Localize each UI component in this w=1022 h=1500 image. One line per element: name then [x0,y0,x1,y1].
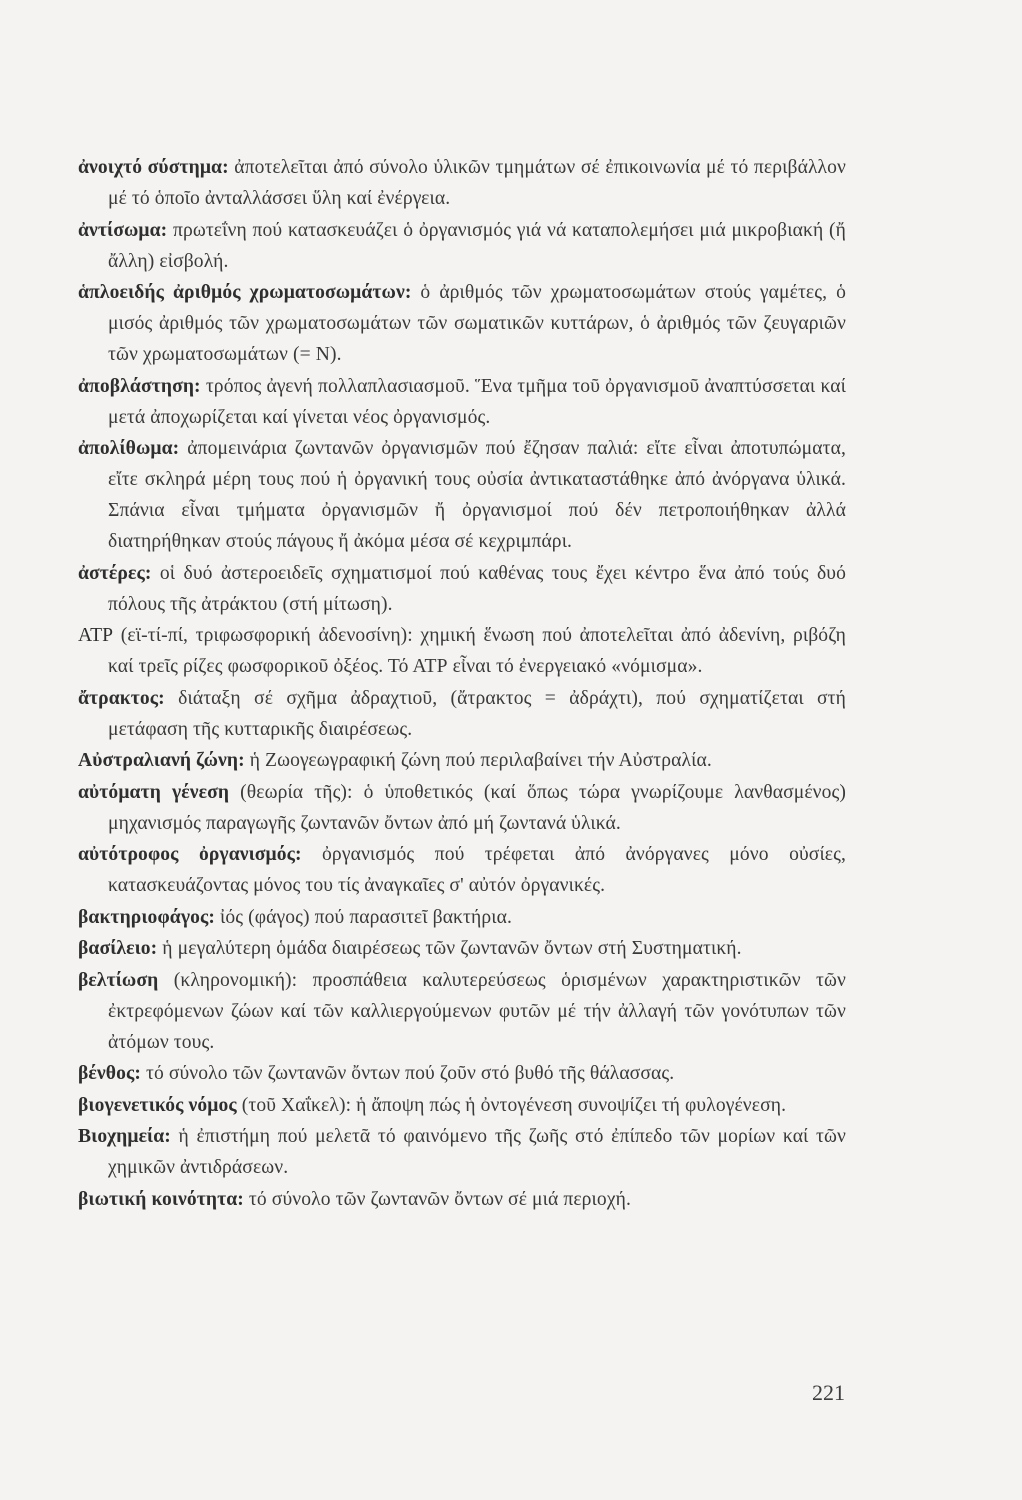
glossary-term: ἀπολίθωμα: [78,438,180,459]
glossary-page [78,152,846,1215]
glossary-term: βένθος: [78,1063,141,1084]
glossary-entry [78,620,846,682]
glossary-entry [78,745,846,776]
glossary-entry [78,1121,846,1183]
glossary-term: ἀντίσωμα: [78,219,168,241]
glossary-term: βακτηριοφάγος: [78,906,215,928]
glossary-definition: ἡ μεγαλύτερη ὁμάδα διαιρέσεως τῶν ζωντανῶν ὄντων στή Συστηματική. [157,938,742,959]
glossary-entry [78,277,846,370]
glossary-definition: οἱ δυό ἀστεροειδεῖς σχηματισμοί πού καθένας τους ἔχει κέντρο ἕνα ἀπό τούς δυό πόλους τῆς ἀτράκτου (στή μίτωση). [108,562,846,615]
glossary-definition: ἀπομεινάρια ζωντανῶν ὀργανισμῶν πού ἔζησαν παλιά: εἴτε εἶναι ἀποτυπώματα, εἴτε σκληρά μέρη τους πού ἡ ὀργανική τους οὐσία ἀντικαταστάθηκε ἀπό ἀνόργανα ὑλικά. Σπάνια εἶναι τμήματα ὀργανισμῶν ἤ ὀργανισμοί πού δέν πετροποιήθηκαν ἀλλά διατηρήθηκαν στούς πάγους ἤ ἀκόμα μέσα σέ κεχριμπάρι. [108,438,846,552]
glossary-term: αὐτότροφος ὀργανισμός: [78,844,302,865]
glossary-term: ΑΤΡ [78,625,114,646]
glossary-entry [78,1184,846,1215]
glossary-term: βασίλειο: [78,938,158,959]
glossary-definition: ὀργανισμός πού τρέφεται ἀπό ἀνόργανες μόνο οὐσίες, κατασκευάζοντας μόνος του τίς ἀναγκαῖες σ' αὐτόν ὀργανικές. [108,844,846,896]
glossary-term: αὐτόματη γένεση [78,781,230,803]
glossary-term: ἀστέρες: [78,562,152,584]
glossary-entry [78,1090,846,1121]
glossary-entry [78,371,846,433]
glossary-definition: ἀποτελεῖται ἀπό σύνολο ὑλικῶν τμημάτων σέ ἐπικοινωνία μέ τό περιβάλλον μέ τό ὁποῖο ἀνταλλάσσει ὕλη καί ἐνέργεια. [108,157,846,209]
glossary-term: βελτίωση [78,969,159,991]
glossary-entry [78,777,846,839]
page-number: 221 [812,1380,845,1405]
glossary-entry [78,215,846,277]
glossary-term: ἀποβλάστηση: [78,375,201,397]
glossary-definition: ὁ ἀριθμός τῶν χρωματοσωμάτων στούς γαμέτες, ὁ μισός ἀριθμός τῶν χρωματοσωμάτων τῶν σωματικῶν κυττάρων, ὁ ἀριθμός τῶν ζευγαριῶν τῶν χρωματοσωμάτων (= Ν). [108,282,846,365]
glossary-term: Αὐστραλιανή ζώνη: [78,750,245,771]
glossary-definition: (τοῦ Χαΐκελ): ἡ ἄποψη πώς ἡ ὀντογένεση συνοψίζει τή φυλογένεση. [236,1094,787,1116]
glossary-term: βιωτική κοινότητα: [78,1188,244,1210]
glossary-entry [78,683,846,745]
glossary-entry [78,839,846,901]
glossary-definition: ἰός (φάγος) πού παρασιτεῖ βακτήρια. [214,906,512,928]
glossary-entry [78,152,846,214]
glossary-definition: ἡ Ζωογεωγραφική ζώνη πού περιλαβαίνει τήν Αὐστραλία. [244,750,712,771]
glossary-entry [78,1058,846,1089]
glossary-entry [78,558,846,620]
glossary-definition: (εϊ-τί-πί, τριφωσφορική ἀδενοσίνη): χημική ἕνωση πού ἀποτελεῖται ἀπό ἀδενίνη, ριβόζη καί τρεῖς ρίζες φωσφορικοῦ ὀξέος. Τό ΑΤΡ εἶναι τό ἐνεργειακό «νόμισμα». [108,625,846,677]
glossary-entry [78,433,846,557]
glossary-definition: (κληρονομική): προσπάθεια καλυτερεύσεως ὁρισμένων χαρακτηριστικῶν τῶν ἐκτρεφόμενων ζώων καί τῶν καλλιεργούμενων φυτῶν μέ τήν ἀλλαγή τῶν γονότυπων τῶν ἀτόμων τους. [108,969,846,1053]
glossary-term: ἀνοιχτό σύστημα: [78,157,229,178]
glossary-entry [78,965,846,1058]
glossary-definition: (θεωρία τῆς): ὁ ὑποθετικός (καί ὅπως τώρα γνωρίζουμε λανθασμένος) μηχανισμός παραγωγῆς ζωντανῶν ὄντων ἀπό μή ζωντανά ὑλικά. [108,781,847,834]
glossary-entry [78,933,846,964]
glossary-term: ἄτρακτος: [78,687,165,709]
glossary-entry [78,902,846,933]
glossary-definition: ἡ ἐπιστήμη πού μελετᾶ τό φαινόμενο τῆς ζωῆς στό ἐπίπεδο τῶν μορίων καί τῶν χημικῶν ἀντιδράσεων. [108,1126,846,1178]
glossary-definition: διάταξη σέ σχῆμα ἀδραχτιοῦ, (ἄτρακτος = ἀδράχτι), πού σχηματίζεται στή μετάφαση τῆς κυτταρικῆς διαιρέσεως. [108,687,846,740]
glossary-definition: τό σύνολο τῶν ζωντανῶν ὄντων σέ μιά περιοχή. [243,1188,631,1210]
glossary-term: βιογενετικός νόμος [78,1094,237,1116]
glossary-definition: τό σύνολο τῶν ζωντανῶν ὄντων πού ζοῦν στό βυθό τῆς θάλασσας. [140,1063,675,1084]
glossary-term: Βιοχημεία: [78,1126,171,1147]
glossary-term: ἁπλοειδής ἀριθμός χρωματοσωμάτων: [78,282,412,303]
glossary-definition: τρόπος ἀγενή πολλαπλασιασμοῦ. Ἕνα τμῆμα τοῦ ὀργανισμοῦ ἀναπτύσσεται καί μετά ἀποχωρίζεται καί γίνεται νέος ὀργανισμός. [108,375,846,428]
glossary-definition: πρωτεΐνη πού κατασκευάζει ὁ ὀργανισμός γιά νά καταπολεμήσει μιά μικροβιακή (ἤ ἄλλη) εἰσβολή. [108,219,846,272]
